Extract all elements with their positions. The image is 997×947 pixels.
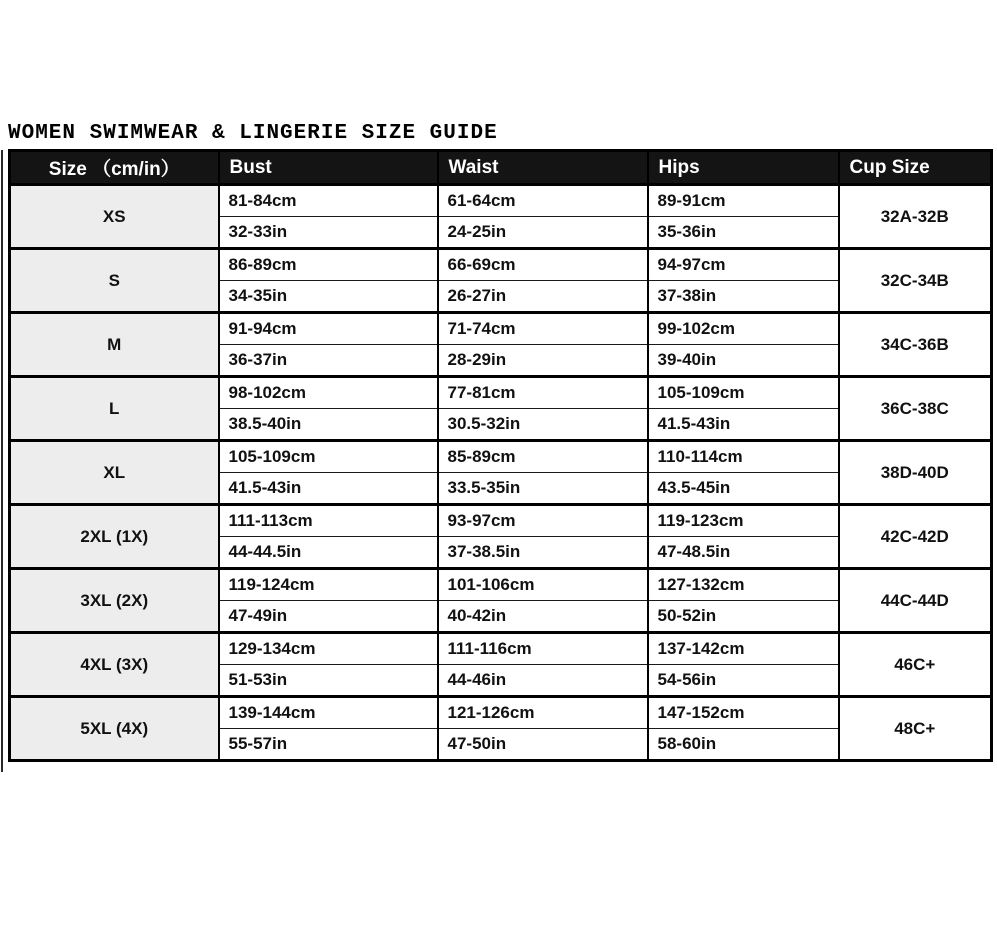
table-row: [10, 441, 992, 473]
hips-cm-value: 94-97cm: [648, 249, 839, 281]
waist-in-value: 44-46in: [438, 665, 648, 697]
hips-cm-value: 127-132cm: [648, 569, 839, 601]
size-row-group-3xl: [10, 569, 992, 633]
hips-in-value: 39-40in: [648, 345, 839, 377]
hips-in-value: 50-52in: [648, 601, 839, 633]
waist-cm-value: 111-116cm: [438, 633, 648, 665]
hips-in-value: 58-60in: [648, 729, 839, 761]
header-cell-waist: Waist: [438, 151, 648, 185]
waist-in-value: 40-42in: [438, 601, 648, 633]
bust-cm-value: 98-102cm: [219, 377, 438, 409]
table-row: [10, 249, 992, 281]
size-guide-table: [8, 149, 993, 762]
header-row: [10, 151, 992, 185]
waist-cm-value: 93-97cm: [438, 505, 648, 537]
table-row: [10, 569, 992, 601]
waist-in-value: 47-50in: [438, 729, 648, 761]
size-row-group-xl: [10, 441, 992, 505]
size-guide-content: [8, 122, 990, 762]
size-row-group-5xl: [10, 697, 992, 761]
hips-cm-value: 147-152cm: [648, 697, 839, 729]
waist-in-value: 33.5-35in: [438, 473, 648, 505]
size-label: 5XL (4X): [10, 697, 219, 761]
waist-in-value: 37-38.5in: [438, 537, 648, 569]
size-row-group-2xl: [10, 505, 992, 569]
hips-in-value: 54-56in: [648, 665, 839, 697]
bust-in-value: 36-37in: [219, 345, 438, 377]
left-edge-line: [1, 150, 3, 772]
cup-size-value: 42C-42D: [839, 505, 992, 569]
size-row-group-l: [10, 377, 992, 441]
size-label: S: [10, 249, 219, 313]
waist-cm-value: 121-126cm: [438, 697, 648, 729]
bust-cm-value: 139-144cm: [219, 697, 438, 729]
hips-in-value: 43.5-45in: [648, 473, 839, 505]
hips-cm-value: 89-91cm: [648, 185, 839, 217]
waist-cm-value: 77-81cm: [438, 377, 648, 409]
waist-in-value: 30.5-32in: [438, 409, 648, 441]
header-cell-size: Size （cm/in）: [10, 151, 219, 185]
cup-size-value: 48C+: [839, 697, 992, 761]
cup-size-value: 36C-38C: [839, 377, 992, 441]
waist-cm-value: 85-89cm: [438, 441, 648, 473]
cup-size-value: 32A-32B: [839, 185, 992, 249]
table-row: [10, 633, 992, 665]
waist-in-value: 24-25in: [438, 217, 648, 249]
size-row-group-4xl: [10, 633, 992, 697]
table-row: [10, 185, 992, 217]
header-cell-bust: Bust: [219, 151, 438, 185]
bust-cm-value: 81-84cm: [219, 185, 438, 217]
bust-in-value: 55-57in: [219, 729, 438, 761]
hips-cm-value: 137-142cm: [648, 633, 839, 665]
cup-size-value: 38D-40D: [839, 441, 992, 505]
bust-cm-value: 119-124cm: [219, 569, 438, 601]
table-row: [10, 505, 992, 537]
waist-cm-value: 101-106cm: [438, 569, 648, 601]
size-label: M: [10, 313, 219, 377]
bust-in-value: 47-49in: [219, 601, 438, 633]
hips-in-value: 47-48.5in: [648, 537, 839, 569]
hips-in-value: 37-38in: [648, 281, 839, 313]
bust-cm-value: 86-89cm: [219, 249, 438, 281]
size-row-group-xs: [10, 185, 992, 249]
waist-in-value: 28-29in: [438, 345, 648, 377]
table-row: [10, 313, 992, 345]
page-title: WOMEN SWIMWEAR & LINGERIE SIZE GUIDE: [8, 122, 498, 145]
size-label: L: [10, 377, 219, 441]
waist-in-value: 26-27in: [438, 281, 648, 313]
waist-cm-value: 61-64cm: [438, 185, 648, 217]
hips-cm-value: 105-109cm: [648, 377, 839, 409]
table-row: [10, 377, 992, 409]
bust-cm-value: 111-113cm: [219, 505, 438, 537]
cup-size-value: 34C-36B: [839, 313, 992, 377]
size-label: XL: [10, 441, 219, 505]
bust-cm-value: 91-94cm: [219, 313, 438, 345]
hips-in-value: 35-36in: [648, 217, 839, 249]
cup-size-value: 46C+: [839, 633, 992, 697]
waist-cm-value: 71-74cm: [438, 313, 648, 345]
bust-in-value: 32-33in: [219, 217, 438, 249]
bust-in-value: 51-53in: [219, 665, 438, 697]
cup-size-value: 44C-44D: [839, 569, 992, 633]
size-label: XS: [10, 185, 219, 249]
size-row-group-s: [10, 249, 992, 313]
waist-cm-value: 66-69cm: [438, 249, 648, 281]
header-cell-hips: Hips: [648, 151, 839, 185]
hips-cm-value: 110-114cm: [648, 441, 839, 473]
size-row-group-m: [10, 313, 992, 377]
bust-in-value: 38.5-40in: [219, 409, 438, 441]
bust-cm-value: 129-134cm: [219, 633, 438, 665]
header-cell-cup: Cup Size: [839, 151, 992, 185]
size-label: 3XL (2X): [10, 569, 219, 633]
bust-in-value: 34-35in: [219, 281, 438, 313]
bust-in-value: 41.5-43in: [219, 473, 438, 505]
cup-size-value: 32C-34B: [839, 249, 992, 313]
table-row: [10, 697, 992, 729]
bust-in-value: 44-44.5in: [219, 537, 438, 569]
bust-cm-value: 105-109cm: [219, 441, 438, 473]
hips-in-value: 41.5-43in: [648, 409, 839, 441]
size-label: 2XL (1X): [10, 505, 219, 569]
size-label: 4XL (3X): [10, 633, 219, 697]
hips-cm-value: 119-123cm: [648, 505, 839, 537]
hips-cm-value: 99-102cm: [648, 313, 839, 345]
